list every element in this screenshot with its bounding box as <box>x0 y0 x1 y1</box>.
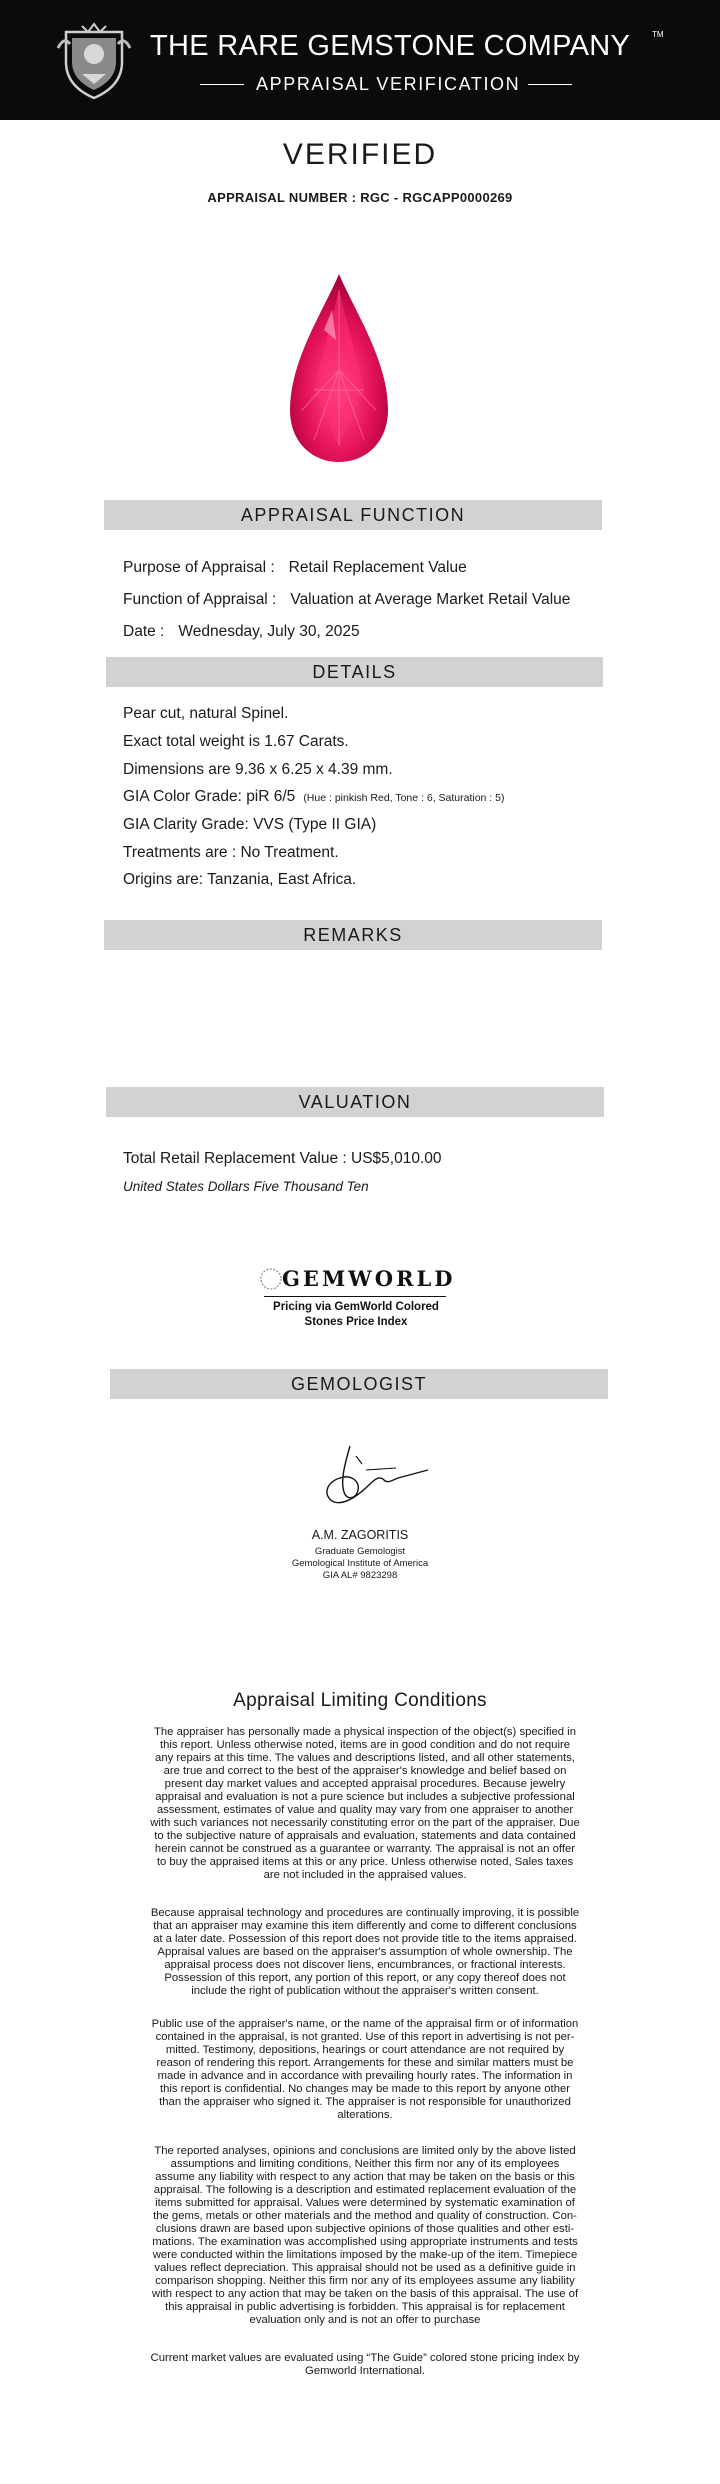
company-crest-icon <box>52 18 136 102</box>
function-label: Function of Appraisal : <box>123 591 277 608</box>
paragraph-line: clusions drawn are based upon subjective opinions of those qualities and other esti- <box>155 2223 575 2235</box>
detail-cut: Pear cut, natural Spinel. <box>123 705 289 722</box>
paragraph-line: are true and correct to the best of the appraiser's knowledge and belief based on <box>163 1765 567 1777</box>
paragraph-line: mitted. Testimony, depositions, hearings or court attendance are not required by <box>165 2044 565 2056</box>
paragraph-line: that an appraiser may examine this item differently and come to different conclusions <box>153 1920 577 1932</box>
gemologist-gia-number: GIA AL# 9823298 <box>322 1570 398 1581</box>
paragraph-line: Possession of this report, any portion of this report, or any copy thereof does not <box>164 1972 566 1984</box>
appraisal-function-heading: APPRAISAL FUNCTION <box>104 500 602 530</box>
valuation-words: United States Dollars Five Thousand Ten <box>123 1179 369 1194</box>
date-value: Wednesday, July 30, 2025 <box>178 623 360 640</box>
detail-color-note: (Hue : pinkish Red, Tone : 6, Saturation : 5) <box>303 792 505 804</box>
signature-image <box>300 1440 430 1510</box>
detail-origins: Origins are: Tanzania, East Africa. <box>123 871 357 888</box>
paragraph-line: assumptions and limiting conditions, Neither this firm nor any of its employees <box>170 2158 560 2170</box>
paragraph-line: appraisal and evaluation is not a pure science but includes a subjective professional <box>155 1791 575 1803</box>
paragraph-line: mations. The examination was accomplished using appropriate instruments and tests <box>152 2236 578 2248</box>
detail-treatments: Treatments are : No Treatment. <box>123 844 339 861</box>
paragraph-line: Current market values are evaluated using “The Guide” colored stone pricing index by <box>150 2352 580 2364</box>
detail-dimensions: Dimensions are 9.36 x 6.25 x 4.39 mm. <box>123 761 393 778</box>
gemologist-name: A.M. ZAGORITIS <box>311 1528 409 1542</box>
pear-spinel-gem-image <box>284 270 394 466</box>
paragraph-line: include the right of publication without the appraiser's written consent. <box>191 1985 539 1997</box>
valuation-heading: VALUATION <box>106 1087 604 1117</box>
paragraph-line: The appraiser has personally made a physical inspection of the object(s) specified in <box>154 1726 576 1738</box>
paragraph-line: are not included in the appraised values. <box>263 1869 467 1881</box>
paragraph-line: Because appraisal technology and procedures are continually improving, it is possible <box>150 1907 580 1919</box>
purpose-row <box>123 559 467 577</box>
limiting-paragraph-4 <box>110 2145 620 2327</box>
detail-weight: Exact total weight is 1.67 Carats. <box>123 733 349 750</box>
paragraph-line: to the subjective nature of appraisals and evaluation, statements and data contained <box>154 1830 576 1842</box>
purpose-value: Retail Replacement Value <box>288 559 467 576</box>
gemworld-caption-line1: Pricing via GemWorld Colored <box>273 1301 439 1313</box>
paragraph-line: present day market values and accepted appraisal procedures. Because jewelry <box>164 1778 566 1790</box>
gemologist-institute: Gemological Institute of America <box>291 1558 429 1569</box>
limiting-paragraph-5 <box>110 2352 620 2378</box>
paragraph-line: this appraisal in public advertising is forbidden. This appraisal is for replacement <box>165 2301 565 2313</box>
header-subtitle <box>200 72 572 96</box>
company-name: THE RARE GEMSTONE COMPANY <box>150 30 631 62</box>
paragraph-line: the gems, metals or other materials and the method and quality of construction. Con- <box>153 2210 577 2222</box>
header-banner <box>0 0 720 120</box>
function-value: Valuation at Average Market Retail Value <box>290 591 571 608</box>
function-row <box>123 591 570 609</box>
paragraph-line: at a later date. Possession of this report does not provide title to the items appraised. <box>153 1933 577 1945</box>
limiting-conditions-title: Appraisal Limiting Conditions <box>233 1690 487 1711</box>
gemologist-title: Graduate Gemologist <box>314 1546 406 1557</box>
paragraph-line: Gemworld International. <box>305 2365 425 2377</box>
appraisal-number: APPRAISAL NUMBER : RGC - RGCAPP0000269 <box>207 190 513 205</box>
paragraph-line: any repairs at this time. The values and descriptions listed, and all other statements, <box>155 1752 575 1764</box>
gemworld-ring-icon <box>258 1266 284 1292</box>
paragraph-line: with such variances not necessarily constituting error on the part of the appraiser. Due <box>150 1817 580 1829</box>
subtitle-rule-right <box>528 84 572 85</box>
date-row <box>123 623 360 641</box>
paragraph-line: made in advance and in accordance with prevailing hourly rates. The information in <box>157 2070 573 2082</box>
paragraph-line: items submitted for appraisal. Values were determined by systematic examination of <box>155 2197 575 2209</box>
paragraph-line: contained in the appraisal, is not granted. Use of this report in advertising is not per- <box>155 2031 575 2043</box>
paragraph-line: this report. Unless otherwise noted, items are in good condition and do not require <box>159 1739 571 1751</box>
paragraph-line: alterations. <box>337 2109 393 2121</box>
paragraph-line: to buy the appraised items at this or any price. Unless otherwise noted, Sales taxes <box>156 1856 574 1868</box>
gemologist-heading: GEMOLOGIST <box>110 1369 608 1399</box>
paragraph-line: reason of rendering this report. Arrangements for these and similar matters must be <box>156 2057 574 2069</box>
limiting-paragraph-3 <box>110 2018 620 2122</box>
gemworld-caption-line2: Stones Price Index <box>304 1316 408 1328</box>
valuation-total: Total Retail Replacement Value : US$5,010.00 <box>123 1150 442 1167</box>
paragraph-line: herein cannot be construed as a guarantee or warranty. The appraisal is not an offer <box>154 1843 576 1855</box>
paragraph-line: values reflect depreciation. This appraisal should not be used as a definitive guide in <box>154 2262 576 2274</box>
gem-photo <box>128 268 548 468</box>
subtitle-text: APPRAISAL VERIFICATION <box>256 74 521 94</box>
gemworld-rule <box>264 1296 446 1297</box>
limiting-paragraph-2 <box>110 1907 620 1998</box>
gemworld-logo <box>258 1262 454 1296</box>
paragraph-line: comparison shopping. Neither this firm nor any of its employees assume any liability <box>155 2275 575 2287</box>
detail-color-row <box>123 788 504 806</box>
verified-title: VERIFIED <box>282 138 438 171</box>
paragraph-line: appraisal. The following is a description and estimated replacement evaluation of the <box>153 2184 577 2196</box>
details-heading: DETAILS <box>106 657 603 687</box>
subtitle-rule-left <box>200 84 244 85</box>
paragraph-line: this report is confidential. No changes may be made to this report by anyone other <box>159 2083 571 2095</box>
gemworld-logo-text: GEMWORLD <box>282 1266 456 1291</box>
detail-clarity: GIA Clarity Grade: VVS (Type II GIA) <box>123 816 377 833</box>
paragraph-line: were conducted within the limitations imposed by the make-up of the item. Timepiece <box>152 2249 578 2261</box>
paragraph-line: The reported analyses, opinions and conclusions are limited only by the above listed <box>154 2145 576 2157</box>
paragraph-line: evaluation only and is not an offer to purchase <box>249 2314 481 2326</box>
paragraph-line: Public use of the appraiser's name, or the name of the appraisal firm or of information <box>151 2018 579 2030</box>
date-label: Date : <box>123 623 165 640</box>
purpose-label: Purpose of Appraisal : <box>123 559 275 576</box>
remarks-heading: REMARKS <box>104 920 602 950</box>
detail-color-grade: GIA Color Grade: piR 6/5 <box>123 788 296 805</box>
gemworld-caption <box>250 1300 462 1330</box>
paragraph-line: Appraisal values are based on the appraiser's assumption of whole ownership. The <box>157 1946 573 1958</box>
paragraph-line: than the appraiser who signed it. The appraiser is not responsible for unauthorized <box>159 2096 571 2108</box>
paragraph-line: with respect to any action that may be taken on the basis of this appraisal. The use of <box>151 2288 579 2300</box>
paragraph-line: appraisal process does not discover liens, encumbrances, or fractional interests. <box>164 1959 566 1971</box>
trademark-mark: TM <box>652 30 664 39</box>
paragraph-line: assume any liability with respect to any action that may be taken on the basis or this <box>155 2171 575 2183</box>
paragraph-line: assessment, estimates of value and quality may vary from one appraiser to another <box>156 1804 574 1816</box>
limiting-paragraph-1 <box>110 1726 620 1882</box>
